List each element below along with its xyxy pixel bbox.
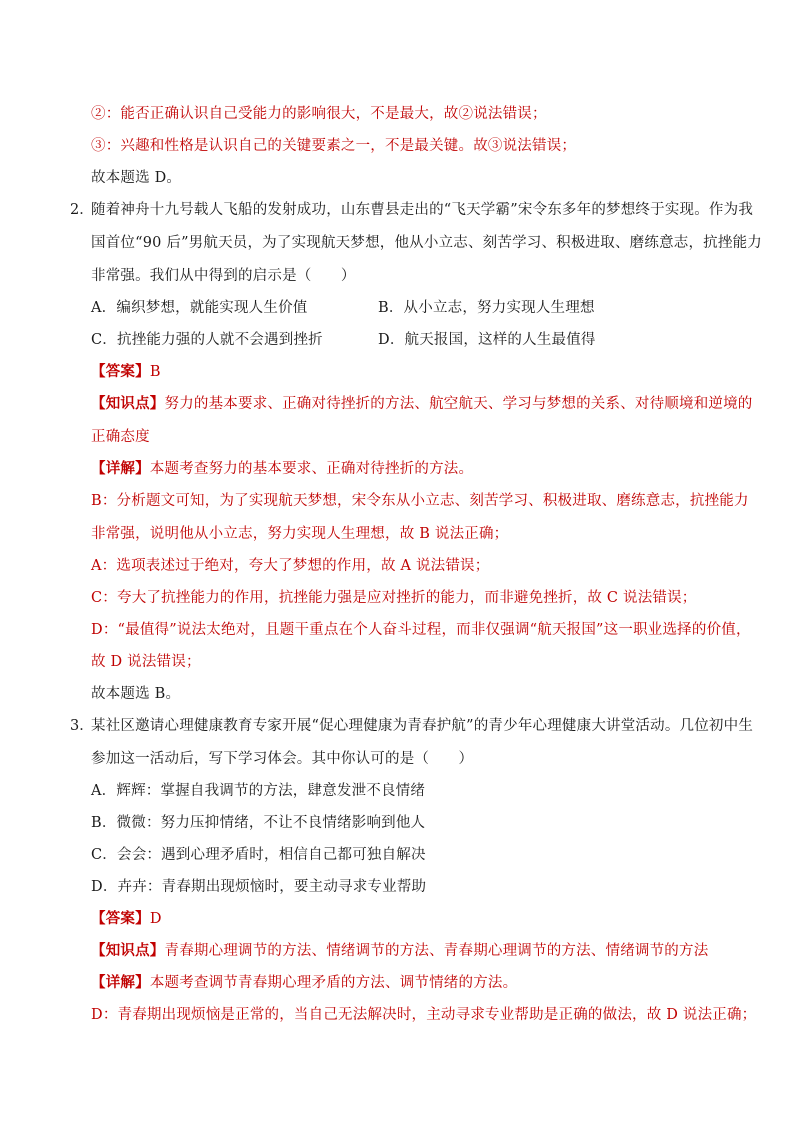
q2-knowledge-row <box>91 394 753 414</box>
q2-conclusion: 故本题选 B。 <box>91 686 181 702</box>
q2-option-d: D．航天报国，这样的人生最值得 <box>378 332 596 348</box>
q2-knowledge-tag: 【知识点】 <box>91 395 165 412</box>
q2-analysis-line-4: C：夸大了抗挫能力的作用，抗挫能力强是应对挫折的能力，而非避免挫折，故 C 说法错误； <box>91 590 697 606</box>
q2-analysis-line-1: B：分析题文可知，为了实现航天梦想，宋令东从小立志、刻苦学习、积极进取、磨练意志，抗挫能力 <box>91 493 749 509</box>
prev-analysis-line-3: ③：兴趣和性格是认识自己的关键要素之一，不是最关键。故③说法错误； <box>91 138 577 154</box>
q3-answer-row <box>91 909 162 929</box>
q2-detail-text: 本题考查努力的基本要求、正确对待挫折的方法。 <box>149 461 474 477</box>
q2-answer-tag: 【答案】 <box>91 363 150 380</box>
q3-answer-value: D <box>149 911 162 927</box>
q3-analysis-line-d: D：青春期出现烦恼是正常的，当自己无法解决时，主动寻求专业帮助是正确的做法，故 D 说法正确； <box>91 1007 757 1023</box>
q2-analysis-line-6: 故 D 说法错误； <box>91 654 201 670</box>
q3-number: 3． <box>70 718 94 734</box>
q2-number: 2． <box>70 202 94 218</box>
q2-stem-line-1: 随着神舟十九号载人飞船的发射成功，山东曹县走出的“飞天学霸”宋令东多年的梦想终于实现。作为我 <box>91 202 754 218</box>
q2-answer-row <box>91 362 161 382</box>
q2-knowledge-line-2: 正确态度 <box>91 429 150 445</box>
q3-answer-tag: 【答案】 <box>91 910 150 927</box>
q2-answer-value: B <box>149 364 161 380</box>
q2-stem-line-2: 国首位“90 后”男航天员，为了实现航天梦想，他从小立志、刻苦学习、积极进取、磨练意志，抗挫能力 <box>91 235 762 251</box>
q3-option-c: C．会会：遇到心理矛盾时，相信自己都可独自解决 <box>91 847 426 863</box>
q3-knowledge-row <box>91 941 708 961</box>
q3-stem-line-2: 参加这一活动后，写下学习体会。其中你认可的是（ ） <box>91 751 474 767</box>
q2-stem-line-3: 非常强。我们从中得到的启示是（ ） <box>91 268 356 284</box>
q3-detail-tag: 【详解】 <box>91 974 150 991</box>
prev-analysis-line-2: ②：能否正确认识自己受能力的影响很大，不是最大，故②说法错误； <box>91 106 547 122</box>
q2-analysis-line-2: 非常强，说明他从小立志，努力实现人生理想，故 B 说法正确； <box>91 526 509 542</box>
q3-option-a: A．辉辉：掌握自我调节的方法，肆意发泄不良情绪 <box>91 783 426 799</box>
q3-stem-line-1: 某社区邀请心理健康教育专家开展“促心理健康为青春护航”的青少年心理健康大讲堂活动。几位初中生 <box>91 718 754 734</box>
q3-knowledge-tag: 【知识点】 <box>91 942 165 959</box>
q2-option-b: B．从小立志，努力实现人生理想 <box>378 300 595 316</box>
q3-option-d: D．卉卉：青春期出现烦恼时，要主动寻求专业帮助 <box>91 879 427 895</box>
q3-detail-row <box>91 973 517 993</box>
q3-option-b: B．微微：努力压抑情绪，不让不良情绪影响到他人 <box>91 815 426 831</box>
q3-detail-text: 本题考查调节青春期心理矛盾的方法、调节情绪的方法。 <box>149 975 518 991</box>
q2-detail-row <box>91 459 473 479</box>
q2-analysis-line-3: A：选项表述过于绝对，夸大了梦想的作用，故 A 说法错误； <box>91 558 490 574</box>
q2-knowledge-line-1: 努力的基本要求、正确对待挫折的方法、航空航天、学习与梦想的关系、对待顺境和逆境的 <box>164 396 753 412</box>
q2-option-a: A．编织梦想，就能实现人生价值 <box>91 300 308 316</box>
q2-detail-tag: 【详解】 <box>91 460 150 477</box>
q2-option-c: C．抗挫能力强的人就不会遇到挫折 <box>91 332 323 348</box>
q2-analysis-line-5: D：“最值得”说法太绝对，且题干重点在个人奋斗过程，而非仅强调“航天报国”这一职业选择的价值， <box>91 622 751 638</box>
prev-conclusion: 故本题选 D。 <box>91 170 182 186</box>
q3-knowledge-text: 青春期心理调节的方法、情绪调节的方法、青春期心理调节的方法、情绪调节的方法 <box>164 943 709 959</box>
